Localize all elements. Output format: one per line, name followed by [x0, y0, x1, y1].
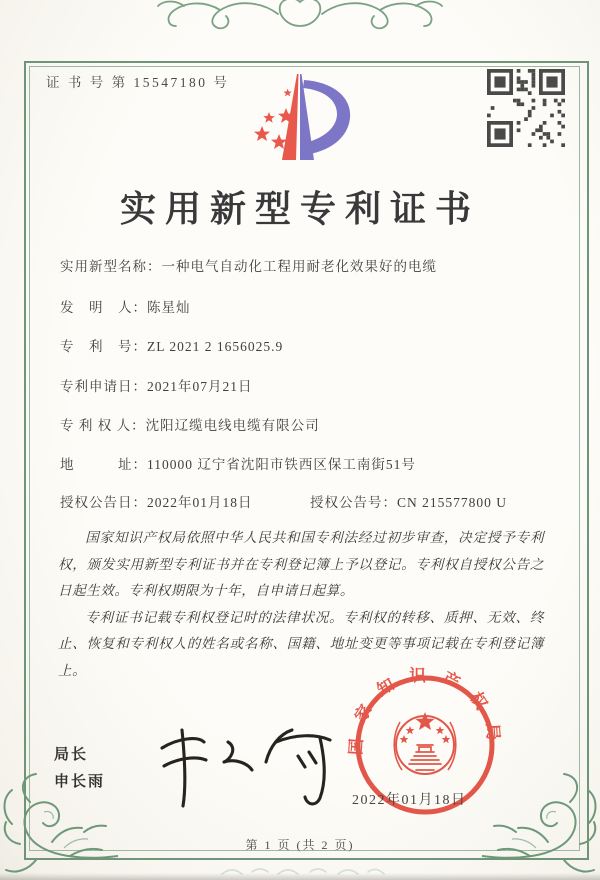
- svg-text:国家知识产权局: [346, 666, 504, 756]
- qr-code: [487, 69, 565, 147]
- field-label: 地 址：: [60, 457, 147, 472]
- field-value: 2021年07月21日: [147, 379, 253, 394]
- corner-ornament-bottom-left: [0, 772, 118, 880]
- legal-paragraph-1: 国家知识产权局依照中华人民共和国专利法经过初步审查，决定授予专利权，颁发实用新型专利证书并在专利登记簿上予以登记。专利权自授权公告之日起生效。专利权期限为十年，自申请日起算。: [58, 530, 544, 598]
- seal-text: 国家知识产权局: [347, 666, 503, 756]
- field-address: [60, 453, 550, 473]
- signer-name: 申长雨: [54, 773, 106, 790]
- page-number: 第 1 页 (共 2 页): [245, 838, 355, 852]
- field-value: 陈星灿: [147, 300, 191, 315]
- field-filing-date: [60, 375, 550, 395]
- grant-number: 授权公告号：CN 215577800 U: [310, 495, 508, 510]
- field-label: 专 利 权 人：: [60, 418, 146, 433]
- grant-row: [60, 491, 560, 511]
- field-value: 110000 辽宁省沈阳市铁西区保工南街51号: [147, 457, 416, 472]
- certificate-title: 实用新型专利证书: [119, 189, 480, 229]
- bottom-edge-ornament: [218, 864, 388, 880]
- cnipa-logo-icon: [238, 62, 362, 170]
- signer-title: 局长: [54, 746, 89, 763]
- seal-date: 2022年01月18日: [352, 793, 467, 808]
- field-value: ZL 2021 2 1656025.9: [147, 339, 284, 354]
- field-value: 一种电气自动化工程用耐老化效果好的电缆: [161, 259, 437, 274]
- field-inventor: [60, 296, 550, 316]
- signature-handwriting: [148, 718, 343, 813]
- field-label: 实用新型名称：: [60, 259, 162, 274]
- field-label: 专利申请日：: [60, 379, 147, 394]
- field-patent-number: [60, 335, 550, 355]
- grant-date: 授权公告日：2022年01月18日: [60, 495, 253, 510]
- field-value: 沈阳辽缆电线电缆有限公司: [145, 418, 320, 433]
- field-label: 发 明 人：: [60, 300, 147, 315]
- field-patentee: [60, 414, 550, 434]
- top-edge-ornament: [128, 0, 472, 34]
- field-label: 专 利 号：: [60, 339, 147, 354]
- legal-paragraph-2: 专利证书记载专利权登记时的法律状况。专利权的转移、质押、无效、终止、恢复和专利权人的姓名或名称、国籍、地址变更等事项记载在专利登记簿上。: [58, 609, 544, 678]
- certificate-number: 证 书 号 第 15547180 号: [46, 75, 230, 90]
- field-utility-model-name: [60, 255, 550, 275]
